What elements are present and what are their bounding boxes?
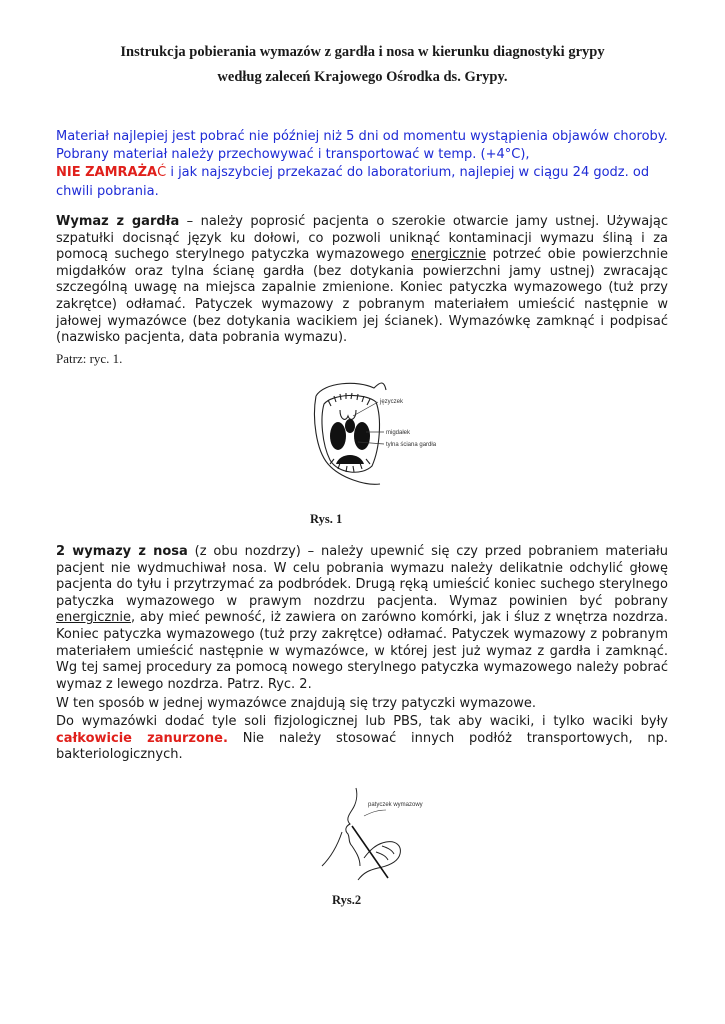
nose-swab-illustration xyxy=(316,786,436,882)
intro-block xyxy=(56,128,668,201)
intro-line-3-rest: i jak najszybciej przekazać do laboratorium, najlepiej w ciągu 24 godz. od chwili pobrania. xyxy=(56,165,650,199)
figure-1-reference: Patrz: ryc. 1. xyxy=(56,351,123,366)
no-freeze-warning: NIE ZAMRAŻA xyxy=(56,165,158,181)
nose-text-a: – należy upewnić się czy przed pobraniem materiału pacjent nie wydmuchiwał nosa. W celu pobrania wymazu należy delikatnie odchylić głowę pacjenta do tyłu i przytrzymać za podbródek. Drugą ręką umieścić koniec suchego sterylnego patyczka wymazowego w prawym nozdrzu pacjenta. Wymaz powinien być pobrany xyxy=(56,544,668,609)
intro-line-2: Pobrany materiał należy przechowywać i transportować w temp. (+4°C), xyxy=(56,147,530,163)
throat-swab-paragraph xyxy=(56,214,668,347)
label-back-wall: tylna ściana gardła xyxy=(386,442,437,448)
nose-heading-note: (z obu nozdrzy) xyxy=(187,544,301,559)
nose-swab-heading: 2 wymazy z nosa xyxy=(56,544,188,559)
throat-emphasis: energicznie xyxy=(411,247,487,263)
no-freeze-warning-tail: Ć xyxy=(157,165,167,181)
throat-swab-heading: Wymaz z gardła xyxy=(56,214,180,229)
label-swab: patyczek wymazowy xyxy=(368,802,423,808)
document-title-line-2: według zaleceń Krajowego Ośrodka ds. Grypy. xyxy=(217,69,508,85)
label-tonsil: migdałek xyxy=(386,430,411,436)
label-uvula: języczek xyxy=(380,399,404,405)
fully-submerged-warning: całkowicie zanurzone. xyxy=(56,730,228,746)
nose-text-b: , aby mieć pewność, iż zawiera on zarówno komórki, jak i śluz z wnętrza nozdrza. Koniec patyczka wymazowego (tuż przy zakrętce) odłamać. Patyczek wymazowy z pobranym materiałem umieścić następnie w wymazówce, w której jest już wymaz z gardła i zamknąć. Wg tej samej procedury za pomocą nowego sterylnego patyczka wymazowego należy pobrać wymaz z lewego nozdrza. Patrz. Ryc. 2. xyxy=(56,610,668,692)
summary-line: W ten sposób w jednej wymazówce znajdują się trzy patyczki wymazowe. xyxy=(56,696,536,711)
nose-emphasis: energicznie xyxy=(56,610,132,626)
saline-text-a: Do wymazówki dodać tyle soli fizjologicznej lub PBS, tak aby waciki, i tylko waciki były xyxy=(56,714,668,729)
throat-illustration xyxy=(310,378,446,496)
saline-text-b: Nie należy stosować innych podłóż transportowych, np. bakteriologicznych. xyxy=(56,730,668,763)
intro-line-1: Materiał najlepiej jest pobrać nie później niż 5 dni od momentu wystąpienia objawów choroby. xyxy=(56,129,668,144)
figure-2-caption: Rys.2 xyxy=(332,893,362,907)
intro-line-3 xyxy=(56,164,668,200)
throat-text-b: potrzeć obie powierzchnie migdałków oraz tylna ścianę gardła (bez dotykania powierzchni jamy ustnej) zwracając szczególną uwagę na miejsca zapalnie zmienione. Koniec patyczka wymazowego (tuż przy zakrętce) odłamać. Patyczek wymazowy z pobranym materiałem umieścić następnie w jałowej wymazówce (bez dotykania wacikiem jej ścianek). Wymazówkę zamknąć i podpisać (nazwisko pacjenta, data pobrania wymazu). xyxy=(56,247,668,346)
document-title-line-1: Instrukcja pobierania wymazów z gardła i nosa w kierunku diagnostyki grypy xyxy=(120,44,605,60)
nose-swab-paragraph xyxy=(56,544,668,693)
throat-text-a: – należy poprosić pacjenta o szerokie otwarcie jamy ustnej. Używając szpatułki docisnąć język ku dołowi, co pozwoli uniknąć kontaminacji wymazu śliną i za pomocą suchego sterylnego patyczka wymazowego xyxy=(56,214,668,263)
figure-1-caption: Rys. 1 xyxy=(310,512,343,526)
saline-paragraph xyxy=(56,714,668,764)
